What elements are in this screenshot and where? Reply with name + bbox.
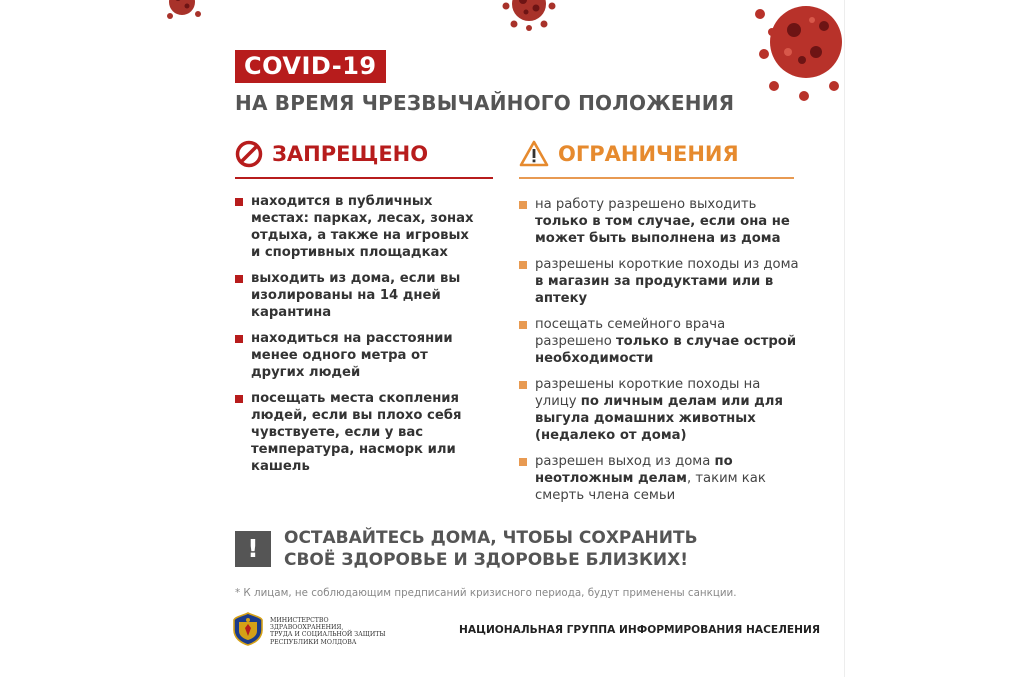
list-item-text: на работу разрешено выходить	[535, 197, 757, 212]
page-title: COVID-19	[235, 50, 386, 83]
ministry-line: МИНИСТЕРСТВО ЗДРАВООХРАНЕНИЯ,	[270, 617, 344, 632]
list-item-text: находиться на расстоянии менее одного метра от других людей	[251, 331, 453, 380]
list-item-text: , таким как смерть члена семьи	[535, 471, 766, 503]
list-item	[519, 256, 804, 307]
prohibited-icon	[235, 140, 263, 168]
virus-icon	[166, 0, 206, 28]
prohibited-heading-label: ЗАПРЕЩЕНО	[272, 142, 429, 166]
list-item-emphasis: в магазин за продуктами или в аптеку	[535, 274, 774, 306]
ministry-line: РЕСПУБЛИКИ МОЛДОВА	[270, 638, 357, 646]
list-item	[235, 330, 475, 381]
prohibited-heading	[235, 140, 428, 168]
bullet-square	[235, 198, 243, 206]
stay-home-message	[284, 527, 824, 571]
stay-home-line-1: ОСТАВАЙТЕСЬ ДОМА, ЧТОБЫ СОХРАНИТЬ	[284, 528, 698, 548]
restrictions-heading	[519, 140, 739, 167]
list-item-text: разрешены короткие походы из дома	[535, 257, 799, 272]
list-item-text: выходить из дома, если вы изолированы на 14 дней карантина	[251, 271, 461, 320]
bullet-square	[519, 321, 527, 329]
prohibited-divider	[235, 177, 493, 179]
bullet-square	[519, 201, 527, 209]
list-item-emphasis: только в случае острой необходимости	[535, 334, 797, 366]
poster	[166, 0, 844, 677]
list-item-emphasis: по личным делам или для выгула домашних животных (недалеко от дома)	[535, 394, 783, 443]
virus-icon	[494, 0, 564, 34]
list-item	[519, 316, 804, 367]
list-item	[235, 390, 475, 475]
list-item-text: разрешен выход из дома	[535, 454, 715, 469]
bullet-square	[519, 261, 527, 269]
list-item-text: находится в публичных местах: парках, лесах, зонах отдыха, а также на игровых и спортивных площадках	[251, 194, 474, 260]
restrictions-heading-label: ОГРАНИЧЕНИЯ	[558, 141, 739, 166]
list-item	[519, 376, 804, 444]
list-item	[235, 193, 475, 261]
page-subtitle: НА ВРЕМЯ ЧРЕЗВЫЧАЙНОГО ПОЛОЖЕНИЯ	[235, 91, 735, 115]
moldova-coat-of-arms-icon	[232, 612, 264, 646]
stay-home-line-2: СВОЁ ЗДОРОВЬЕ И ЗДОРОВЬЕ БЛИЗКИХ!	[284, 550, 688, 570]
restrictions-list	[519, 196, 804, 513]
list-item-text: посещать семейного врача разрешено	[535, 317, 726, 349]
sanctions-footnote: * К лицам, не соблюдающим предписаний кризисного периода, будут применены санкции.	[235, 587, 737, 599]
list-item-emphasis: только в том случае, если она не может быть выполнена из дома	[535, 214, 790, 246]
bullet-square	[235, 275, 243, 283]
warning-triangle-icon	[519, 140, 549, 167]
list-item	[235, 270, 475, 321]
list-item	[519, 453, 804, 504]
bullet-square	[519, 381, 527, 389]
list-item	[519, 196, 804, 247]
information-group-name: НАЦИОНАЛЬНАЯ ГРУППА ИНФОРМИРОВАНИЯ НАСЕЛЕНИЯ	[459, 624, 820, 636]
bullet-square	[235, 395, 243, 403]
right-edge-line	[844, 0, 845, 677]
ministry-line: ТРУДА И СОЦИАЛЬНОЙ ЗАЩИТЫ	[270, 631, 386, 639]
list-item-text: посещать места скопления людей, если вы плохо себя чувствуете, если у вас температура, насморк или кашель	[251, 391, 462, 474]
bullet-square	[235, 335, 243, 343]
exclamation-icon: !	[235, 531, 271, 567]
list-item-emphasis: по неотложным делам	[535, 454, 733, 486]
ministry-name	[270, 617, 400, 646]
list-item-text: разрешены короткие походы на улицу	[535, 377, 761, 409]
prohibited-list	[235, 193, 475, 484]
restrictions-divider	[519, 177, 794, 179]
bullet-square	[519, 458, 527, 466]
